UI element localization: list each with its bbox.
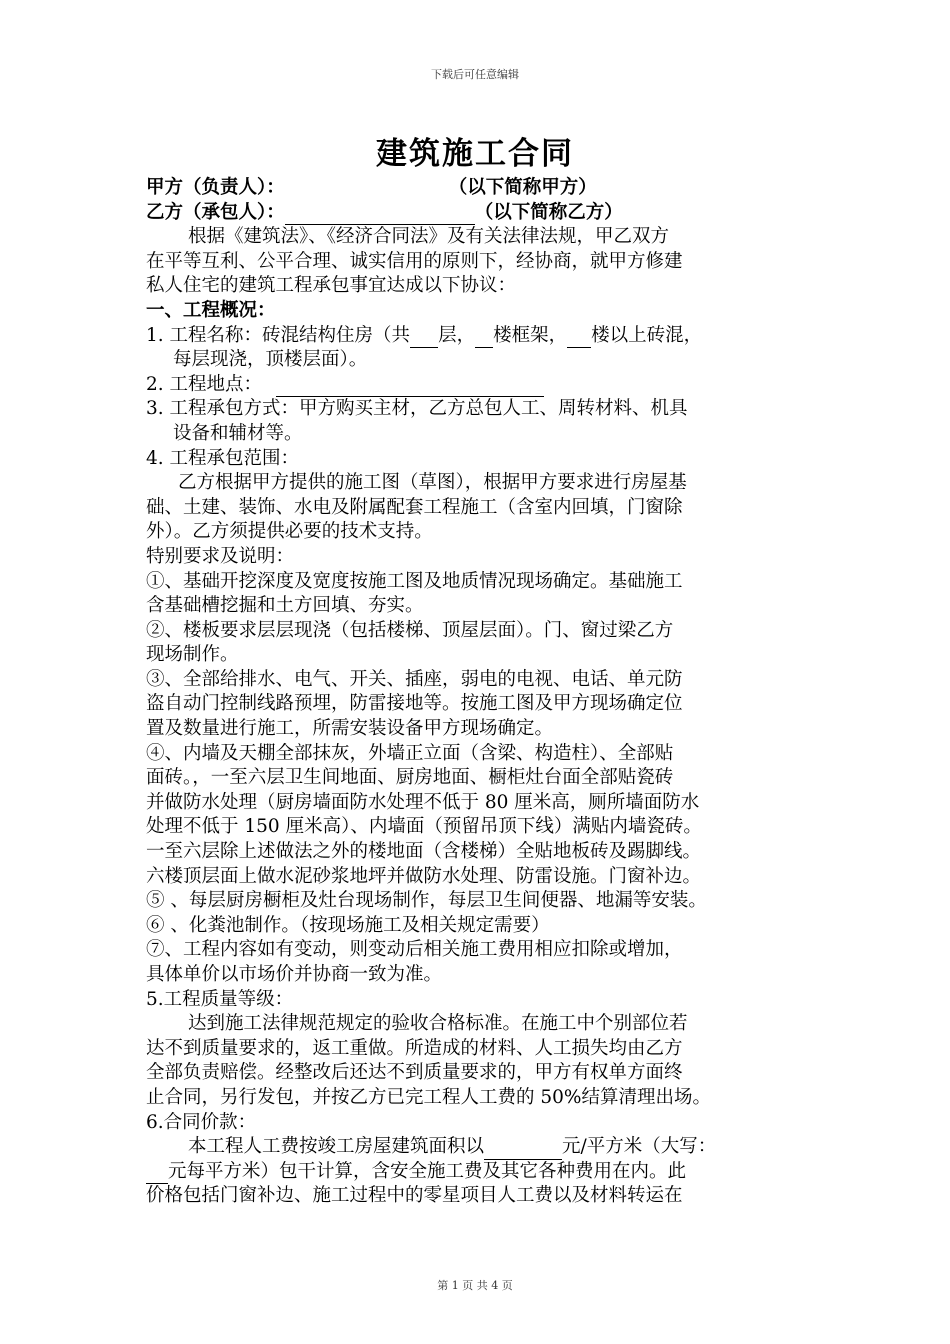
party-a-abbr: （以下简称甲方） <box>448 177 597 198</box>
list-item-continued: 每层现浇，顶楼层面）。 <box>173 349 368 371</box>
address-blank <box>276 378 544 397</box>
special-line: ⑦、工程内容如有变动，则变动后相关施工费用相应扣除或增加， <box>146 939 683 961</box>
party-b-label: 乙方（承包人）： <box>146 201 285 223</box>
item-text: 工程名称：砖混结构住房（共 <box>169 324 411 346</box>
quality-line: 达不到质量要求的，返工重做。所造成的材料、人工损失均由乙方 <box>146 1037 683 1059</box>
item-text: 工程承包方式：甲方购买主材，乙方总包人工、周转材料、机具 <box>169 398 688 420</box>
price-uppercase-blank <box>146 1165 168 1184</box>
price-line <box>146 1135 818 1160</box>
intro-line: 根据《建筑法》、《经济合同法》及有关法律法规，甲乙双方 <box>188 226 670 248</box>
price-line <box>146 1160 818 1185</box>
special-line: 盗自动门控制线路预埋，防雷接地等。按施工图及甲方现场确定位 <box>146 693 683 715</box>
section-heading: 一、工程概况： <box>146 299 276 321</box>
special-line: ⑥ 、化粪池制作。（按现场施工及相关规定需要） <box>146 914 550 936</box>
price-text: 元每平方米）包干计算，含安全施工费及其它各种费用在内。此 <box>168 1160 687 1182</box>
list-item <box>146 324 818 349</box>
special-line: 并做防水处理（厨房墙面防水处理不低于 80 厘米高，厕所墙面防水 <box>146 791 700 813</box>
quality-line: 全部负责赔偿。经整改后还达不到质量要求的，甲方有权单方面终 <box>146 1062 683 1084</box>
price-text: 元/平方米（大写： <box>562 1136 717 1158</box>
quality-line: 止合同，另行发包，并按乙方已完工程人工费的 50%结算清理出场。 <box>146 1086 712 1108</box>
item-number: 4. <box>146 447 164 469</box>
list-item <box>146 373 818 398</box>
list-item <box>146 397 818 422</box>
item-text: 楼以上砖混， <box>591 324 703 346</box>
special-line: 处理不低于 150 厘米高）、内墙面（预留吊顶下线）满贴内墙瓷砖。 <box>146 816 702 838</box>
document-body <box>146 176 818 1209</box>
item-number: 1. <box>146 324 164 346</box>
scope-line: 外）。乙方须提供必要的技术支持。 <box>146 521 433 543</box>
special-line: 含基础槽挖掘和土方回填、夯实。 <box>146 595 424 617</box>
party-b-line <box>146 201 818 226</box>
price-text: 本工程人工费按竣工房屋建筑面积以 <box>188 1136 485 1158</box>
scope-line: 乙方根据甲方提供的施工图（草图），根据甲方要求进行房屋基 <box>178 472 687 494</box>
item-number: 3. <box>146 398 164 420</box>
intro-line: 在平等互利、公平合理、诚实信用的原则下，经协商，就甲方修建 <box>146 250 683 272</box>
list-item <box>146 447 818 472</box>
party-a-line <box>146 176 818 201</box>
list-item-continued: 设备和辅材等。 <box>173 422 303 444</box>
special-line: 面砖。，一至六层卫生间地面、厨房地面、橱柜灶台面全部贴瓷砖 <box>146 767 674 789</box>
special-line: 六楼顶层面上做水泥砂浆地坪并做防水处理、防雷设施。门窗补边。 <box>146 865 702 887</box>
blank-field <box>567 329 591 348</box>
page-footer: 第 1 页 共 4 页 <box>437 1279 513 1292</box>
section-heading: 6.合同价款： <box>146 1111 257 1133</box>
item-text: 工程地点： <box>169 373 263 395</box>
special-line: 一至六层除上述做法之外的楼地面（含楼梯）全贴地板砖及踢脚线。 <box>146 841 702 863</box>
blank-field <box>410 329 438 348</box>
party-b-blank <box>285 206 475 225</box>
special-heading: 特别要求及说明： <box>146 545 295 567</box>
price-blank <box>484 1141 562 1160</box>
blank-field <box>475 329 493 348</box>
special-line: 具体单价以市场价并协商一致为准。 <box>146 964 443 985</box>
special-line: ⑤ 、每层厨房橱柜及灶台现场制作，每层卫生间便器、地漏等安装。 <box>146 890 707 912</box>
party-a-label: 甲方（负责人）： <box>146 177 285 198</box>
quality-line: 达到施工法律规范规定的验收合格标准。在施工中个别部位若 <box>188 1013 688 1035</box>
item-text: 层， <box>438 324 476 346</box>
page-header: 下载后可任意编辑 <box>431 68 519 81</box>
party-b-abbr: （以下简称乙方） <box>474 201 623 223</box>
section-heading: 5.工程质量等级： <box>146 988 294 1010</box>
special-line: ④、内墙及天棚全部抹灰，外墙正立面（含梁、构造柱）、全部贴 <box>146 742 674 764</box>
item-text: 楼框架， <box>493 324 568 346</box>
special-line: ③、全部给排水、电气、开关、插座，弱电的电视、电话、单元防 <box>146 668 683 690</box>
document-title: 建筑施工合同 <box>376 136 574 172</box>
special-line: 现场制作。 <box>146 644 239 666</box>
item-number: 2. <box>146 373 164 395</box>
intro-line: 私人住宅的建筑工程承包事宜达成以下协议： <box>146 275 517 297</box>
scope-line: 础、土建、装饰、水电及附属配套工程施工（含室内回填，门窗除 <box>146 496 683 518</box>
item-text: 工程承包范围： <box>169 447 300 469</box>
special-line: 置及数量进行施工，所需安装设备甲方现场确定。 <box>146 718 554 740</box>
special-line: ②、楼板要求层层现浇（包括楼梯、顶屋层面）。门、窗过梁乙方 <box>146 619 674 641</box>
price-line: 价格包括门窗补边、施工过程中的零星项目人工费以及材料转运在 <box>146 1185 683 1207</box>
special-line: ①、基础开挖深度及宽度按施工图及地质情况现场确定。基础施工 <box>146 570 683 592</box>
